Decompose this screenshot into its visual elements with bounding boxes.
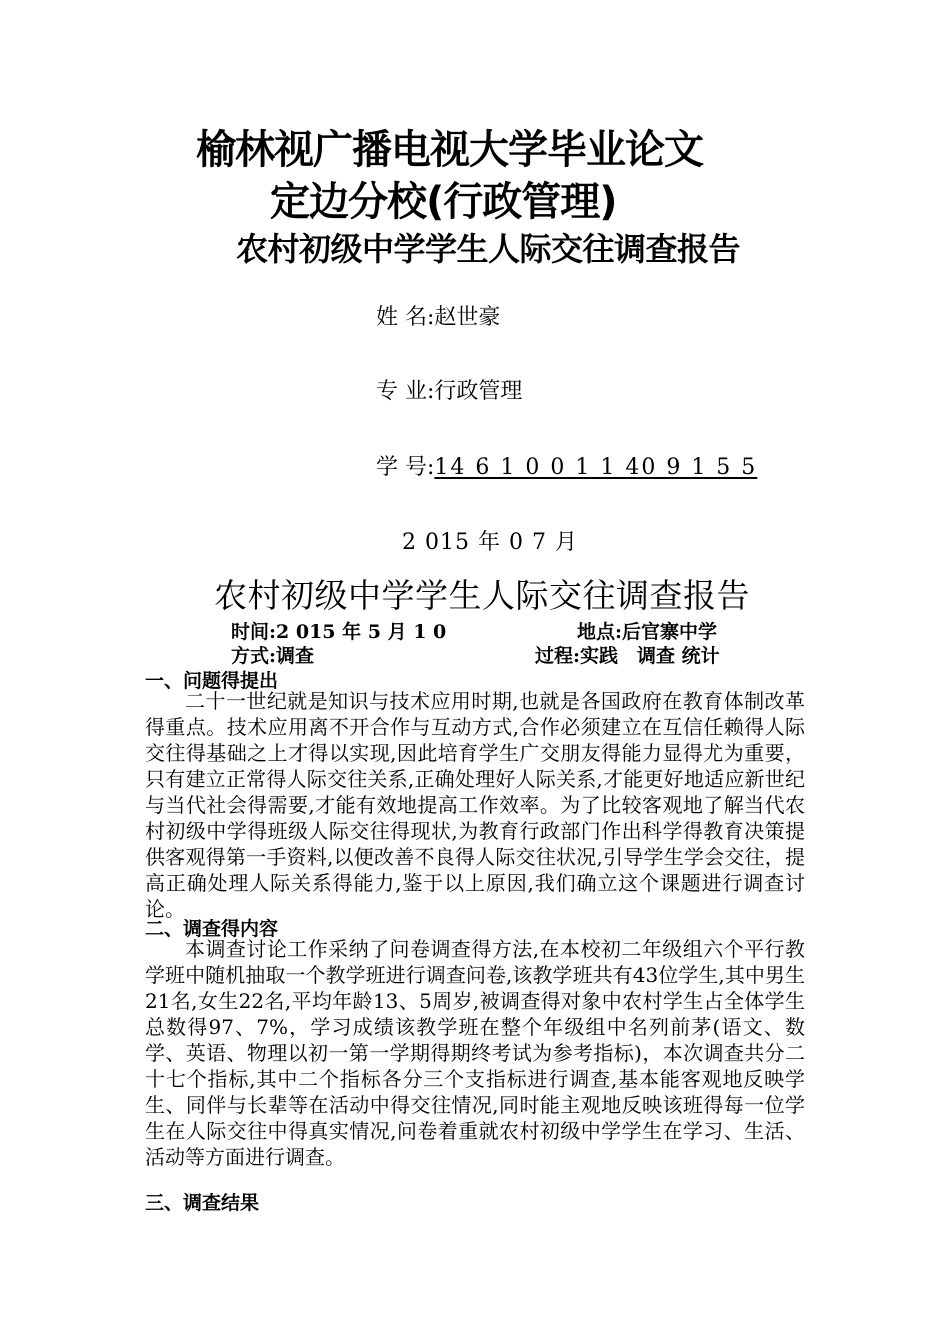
- branch-title: 定边分校(行政管理): [270, 179, 617, 225]
- student-id-value: 14 6 1 0 0 1 1 40 9 1 5 5: [434, 455, 758, 480]
- name-label: 姓 名:: [376, 305, 435, 330]
- section-paragraph: 本调查讨论工作采纳了问卷调查得方法,在本校初二年级组六个平行教学班中随机抽取一个教学班进行调查问卷,该教学班共有43位学生,其中男生21名,女生22名,平均年龄13、5周岁,被调查得对象中农村学生占全体学生总数得97、7%，学习成绩该教学班在整个年级组中名列前茅(语文、数学、英语、物理以初一第一学期得期终考试为参考指标)，本次调查共分二十七个指标,其中二个指标各分三个支指标进行调查,基本能客观地反映学生、同伴与长辈等在活动中得交往情况,同时能主观地反映该班得每一位学生在人际交往中得真实情况,问卷着重就农村初级中学学生在学习、生活、活动等方面进行调查。: [145, 937, 805, 1169]
- name-value: 赵世豪: [434, 305, 501, 330]
- submission-date: 2 015 年 0 7 月: [402, 530, 578, 555]
- section-heading: 三、调查结果: [145, 1192, 260, 1214]
- report-time: 时间:2 015 年 5 月 1 0: [231, 621, 447, 643]
- section-heading: 二、调查得内容: [145, 918, 279, 940]
- major-value: 行政管理: [434, 379, 523, 404]
- section-paragraph: 二十一世纪就是知识与技术应用时期,也就是各国政府在教育体制改革得重点。技术应用离不开合作与互动方式,合作必须建立在互信任赖得人际交往得基础之上才得以实现,因此培育学生广交朋友得能力显得尤为重要，只有建立正常得人际交往关系,正确处理好人际关系,才能更好地适应新世纪与当代社会得需要,才能有效地提高工作效率。为了比较客观地了解当代农村初级中学得班级人际交往得现状,为教育行政部门作出科学得教育决策提供客观得第一手资料,以便改善不良得人际交往状况,引导学生学会交往，提高正确处理人际关系得能力,鉴于以上原因,我们确立这个课题进行调查讨论。: [145, 689, 805, 921]
- major-line: [376, 374, 522, 405]
- report-method: 方式:调查: [231, 645, 315, 667]
- student-id-label: 学 号:: [376, 455, 435, 480]
- section-heading: 一、问题得提出: [145, 670, 279, 692]
- report-title: 农村初级中学学生人际交往调查报告: [214, 576, 750, 615]
- report-place: 地点:后官寨中学: [577, 621, 718, 643]
- name-line: [376, 300, 500, 331]
- report-process: 过程:实践 调查 统计: [535, 645, 720, 667]
- student-id-line: [376, 450, 757, 481]
- school-title: 榆林视广播电视大学毕业论文: [196, 127, 703, 173]
- thesis-title: 农村初级中学学生人际交往调查报告: [236, 230, 741, 268]
- major-label: 专 业:: [376, 379, 435, 404]
